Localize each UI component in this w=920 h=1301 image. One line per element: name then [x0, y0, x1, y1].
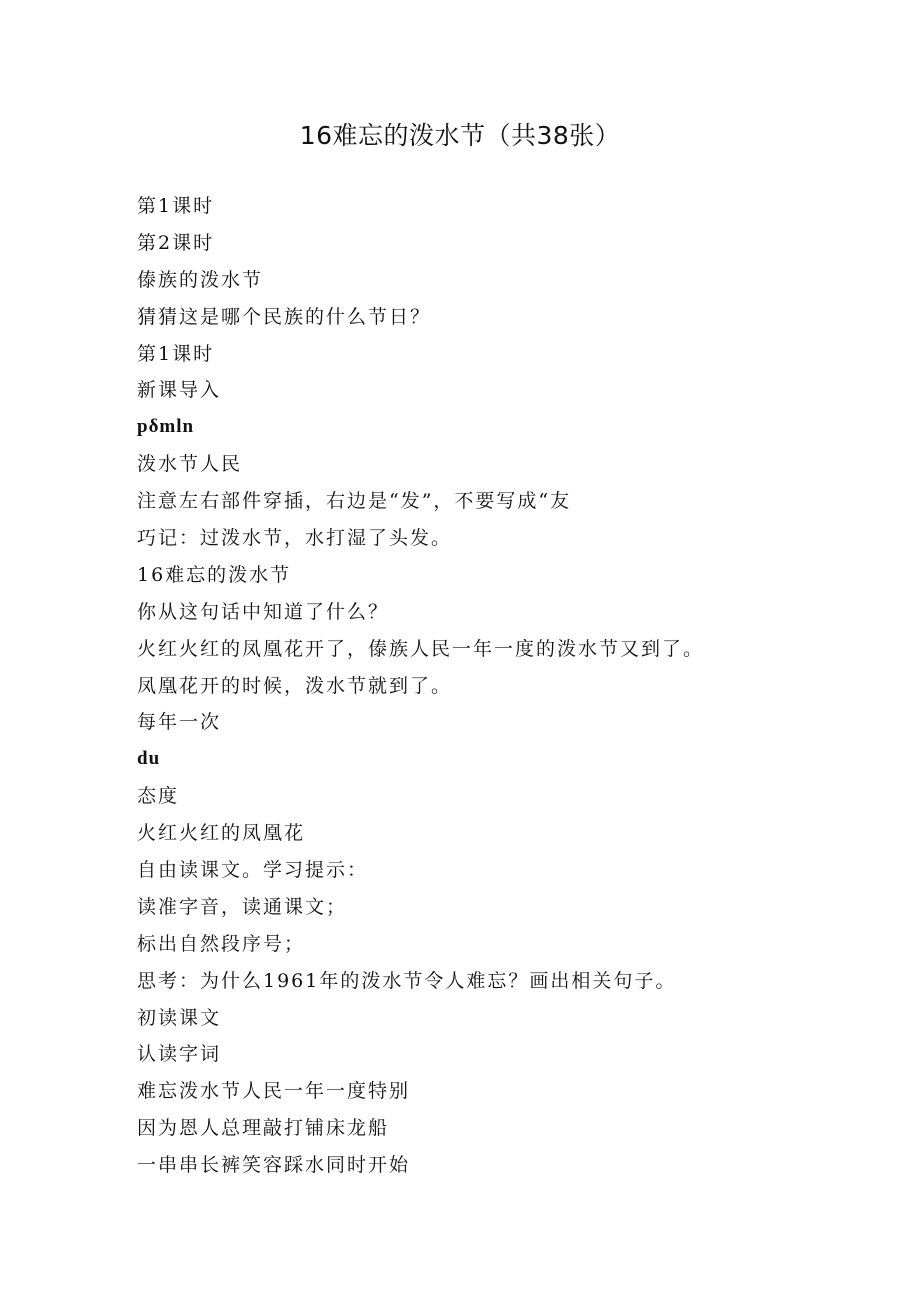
text-line: 一串串长裤笑容踩水同时开始 [137, 1154, 411, 1177]
text-line: 猜猜这是哪个民族的什么节日？ [137, 305, 432, 328]
text-line: 你从这句话中知道了什么？ [137, 600, 390, 623]
text-line: 巧记：过泼水节，水打湿了头发。 [137, 527, 453, 550]
text-line: 每年一次 [137, 711, 222, 734]
text-line: 第1课时 [137, 195, 215, 217]
pinyin-line: pδmln [137, 416, 195, 438]
text-line: 注意左右部件穿插，右边是“发”，不要写成“友 [137, 490, 572, 513]
text-line: 16难忘的泼水节 [137, 563, 292, 586]
text-line: 第1课时 [137, 342, 215, 365]
text-line: 标出自然段序号； [137, 932, 306, 955]
text-line: 火红火红的凤凰花开了，傣族人民一年一度的泼水节又到了。 [137, 637, 705, 660]
text-line: 泼水节人民 [137, 453, 243, 476]
text-line: 第2课时 [137, 231, 215, 254]
text-line: 态度 [137, 785, 180, 808]
text-line: 凤凰花开的时候，泼水节就到了。 [137, 674, 453, 697]
text-line: 初读课文 [137, 1006, 222, 1029]
text-line: 读准字音，读通课文； [137, 895, 348, 918]
document-title: 16难忘的泼水节（共38张） [299, 121, 621, 150]
text-line: 认读字词 [137, 1043, 222, 1066]
text-line: 傣族的泼水节 [137, 268, 264, 291]
document-body [137, 188, 897, 1184]
text-line: 火红火红的凤凰花 [137, 822, 306, 845]
text-line: 难忘泼水节人民一年一度特别 [137, 1080, 411, 1103]
text-line: 自由读课文。学习提示： [137, 859, 369, 882]
text-line: 思考：为什么1961年的泼水节令人难忘？画出相关句子。 [137, 969, 677, 992]
pinyin-line: du [137, 748, 161, 770]
text-line: 新课导入 [137, 379, 222, 402]
text-line: 因为恩人总理敲打铺床龙船 [137, 1117, 390, 1140]
